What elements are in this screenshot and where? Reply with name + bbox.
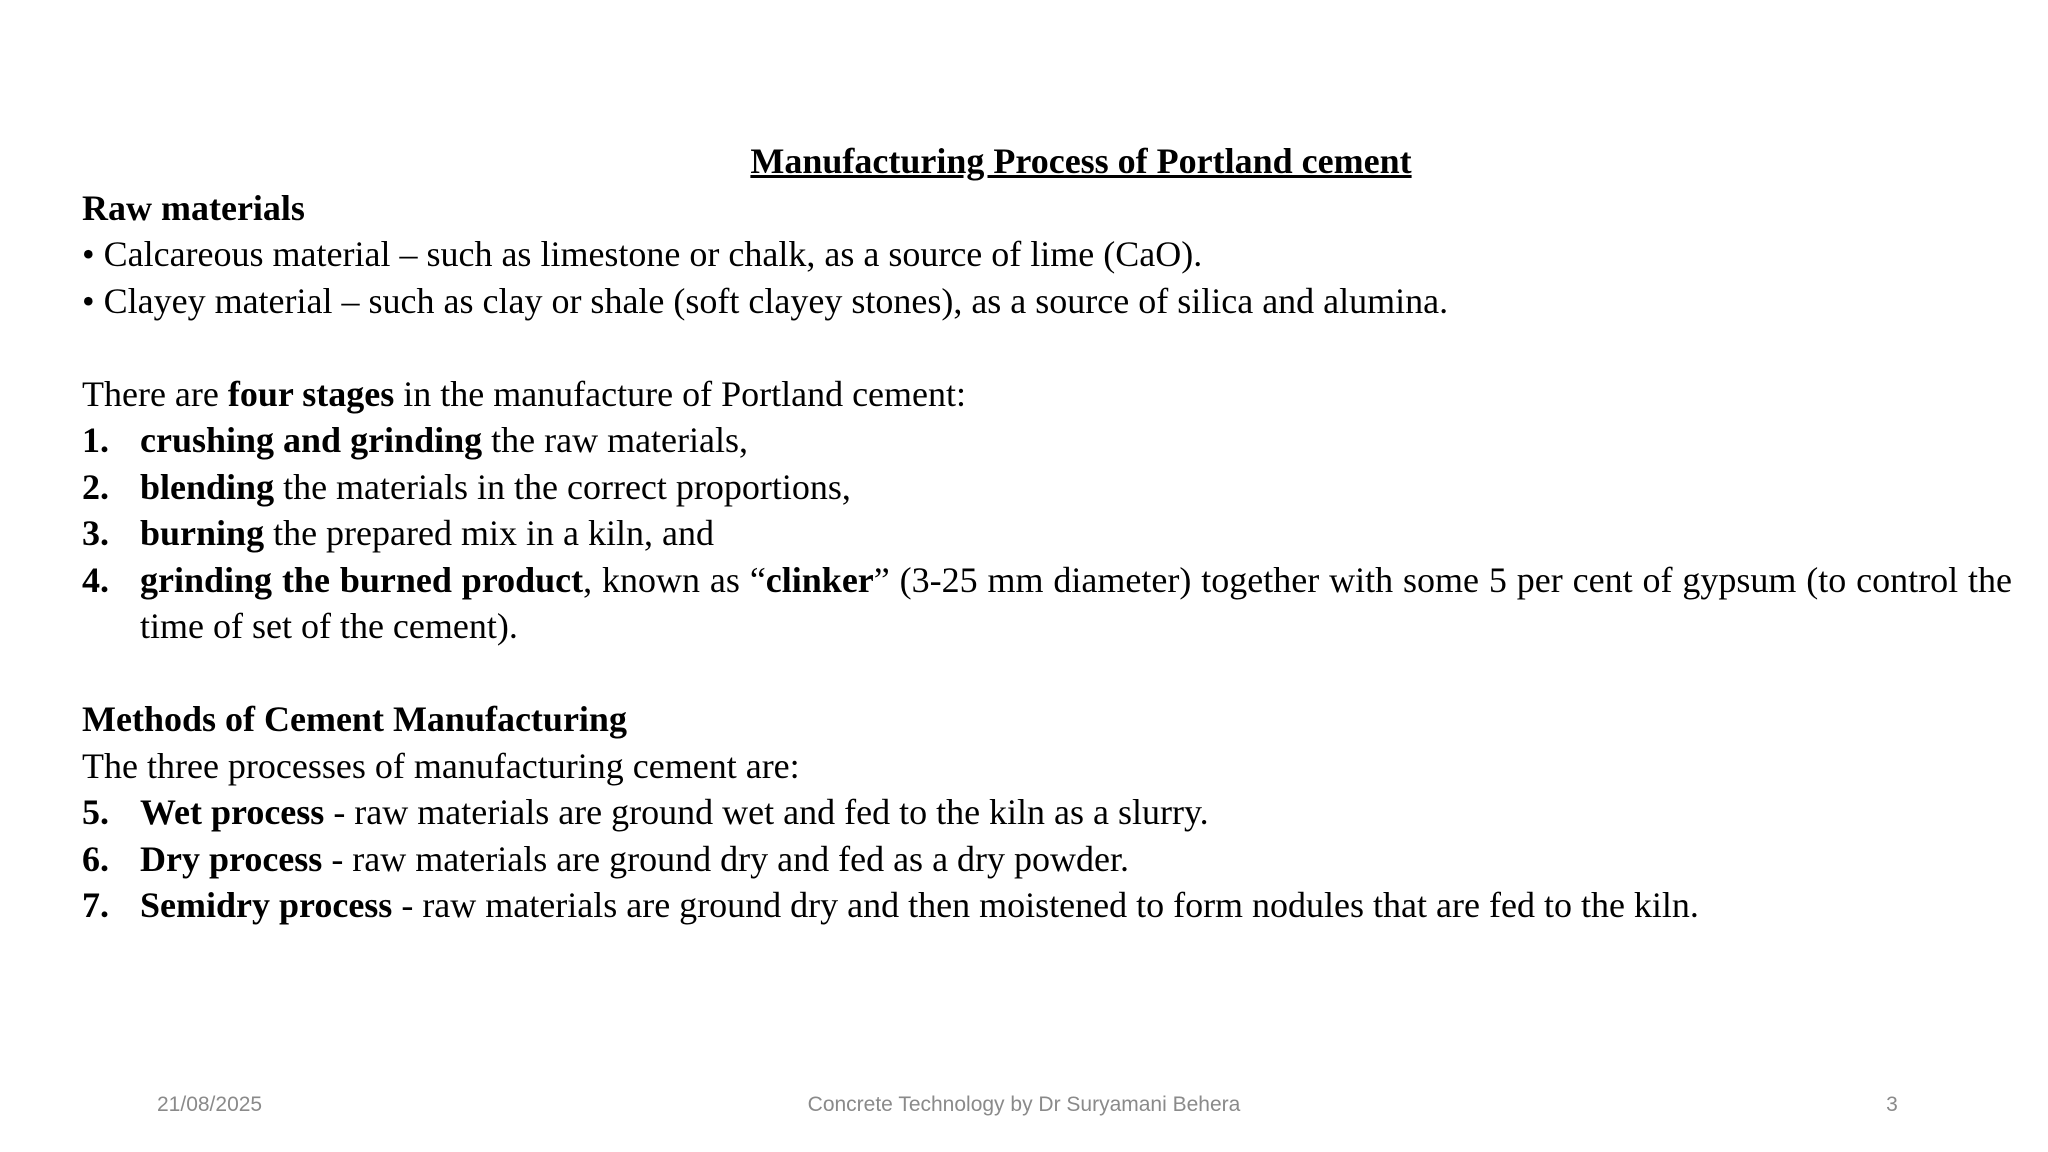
stage-item xyxy=(82,557,2012,650)
stage-number: 4. xyxy=(82,559,109,600)
stage-bold: blending xyxy=(140,466,275,507)
stage-rest: ” (3-25 mm diameter) together with some 5 per cent of gypsum (to control the time of set of the cement). xyxy=(140,559,2013,646)
stage-rest: the raw materials, xyxy=(482,420,749,460)
footer-date: 21/08/2025 xyxy=(157,1093,263,1116)
stage-text xyxy=(140,557,2012,650)
spacer xyxy=(82,650,2012,697)
method-rest: - raw materials are ground wet and fed to the kiln as a slurry. xyxy=(324,792,1209,832)
stage-item xyxy=(82,510,2012,557)
methods-intro: The three processes of manufacturing cement are: xyxy=(82,745,800,786)
slide-title: Manufacturing Process of Portland cement xyxy=(750,141,1412,181)
methods-heading: Methods of Cement Manufacturing xyxy=(82,699,627,739)
stage-item xyxy=(82,464,2012,511)
stage-rest: , known as “ xyxy=(583,559,766,600)
method-text xyxy=(140,836,2012,883)
stage-text xyxy=(140,417,2012,464)
stage-bold: crushing and grinding xyxy=(140,420,483,460)
stages-intro-bold: four stages xyxy=(227,373,395,414)
method-number: 5. xyxy=(82,792,109,832)
stage-number: 1. xyxy=(82,420,109,460)
bullet-calcareous: • Calcareous material – such as limestone or chalk, as a source of lime (CaO). xyxy=(82,234,1203,274)
footer-title: Concrete Technology by Dr Suryamani Behera xyxy=(807,1093,1241,1116)
method-text xyxy=(140,789,2012,836)
stages-intro xyxy=(82,371,2012,418)
stage-number: 3. xyxy=(82,513,109,553)
stage-text xyxy=(140,464,2012,511)
footer-page-number: 3 xyxy=(1886,1093,1898,1116)
stage-bold: burning xyxy=(140,513,265,553)
clinker-term: clinker xyxy=(765,559,874,600)
stage-bold: grinding the burned product xyxy=(140,559,584,600)
stage-number: 2. xyxy=(82,466,109,507)
method-bold: Semidry process xyxy=(140,885,393,925)
stage-text xyxy=(140,510,2012,557)
method-bold: Wet process xyxy=(140,792,325,832)
stage-rest: the prepared mix in a kiln, and xyxy=(264,513,714,553)
stage-rest: the materials in the correct proportions, xyxy=(274,466,851,507)
method-number: 6. xyxy=(82,838,109,879)
stages-intro-pre: There are xyxy=(82,373,228,414)
method-text xyxy=(140,882,2012,929)
method-rest: - raw materials are ground dry and fed as a dry powder. xyxy=(322,838,1130,879)
method-rest: - raw materials are ground dry and then moistened to form nodules that are fed to the kiln. xyxy=(392,885,1699,925)
method-number: 7. xyxy=(82,885,109,925)
bullet-clayey: • Clayey material – such as clay or shale (soft clayey stones), as a source of silica and alumina. xyxy=(82,280,1449,321)
slide-content xyxy=(82,138,2012,929)
raw-materials-heading: Raw materials xyxy=(82,187,305,228)
stage-item xyxy=(82,417,2012,464)
method-item xyxy=(82,836,2012,883)
spacer xyxy=(82,324,2012,371)
method-item xyxy=(82,882,2012,929)
stages-intro-post: in the manufacture of Portland cement: xyxy=(394,373,967,414)
method-bold: Dry process xyxy=(140,838,323,879)
method-item xyxy=(82,789,2012,836)
